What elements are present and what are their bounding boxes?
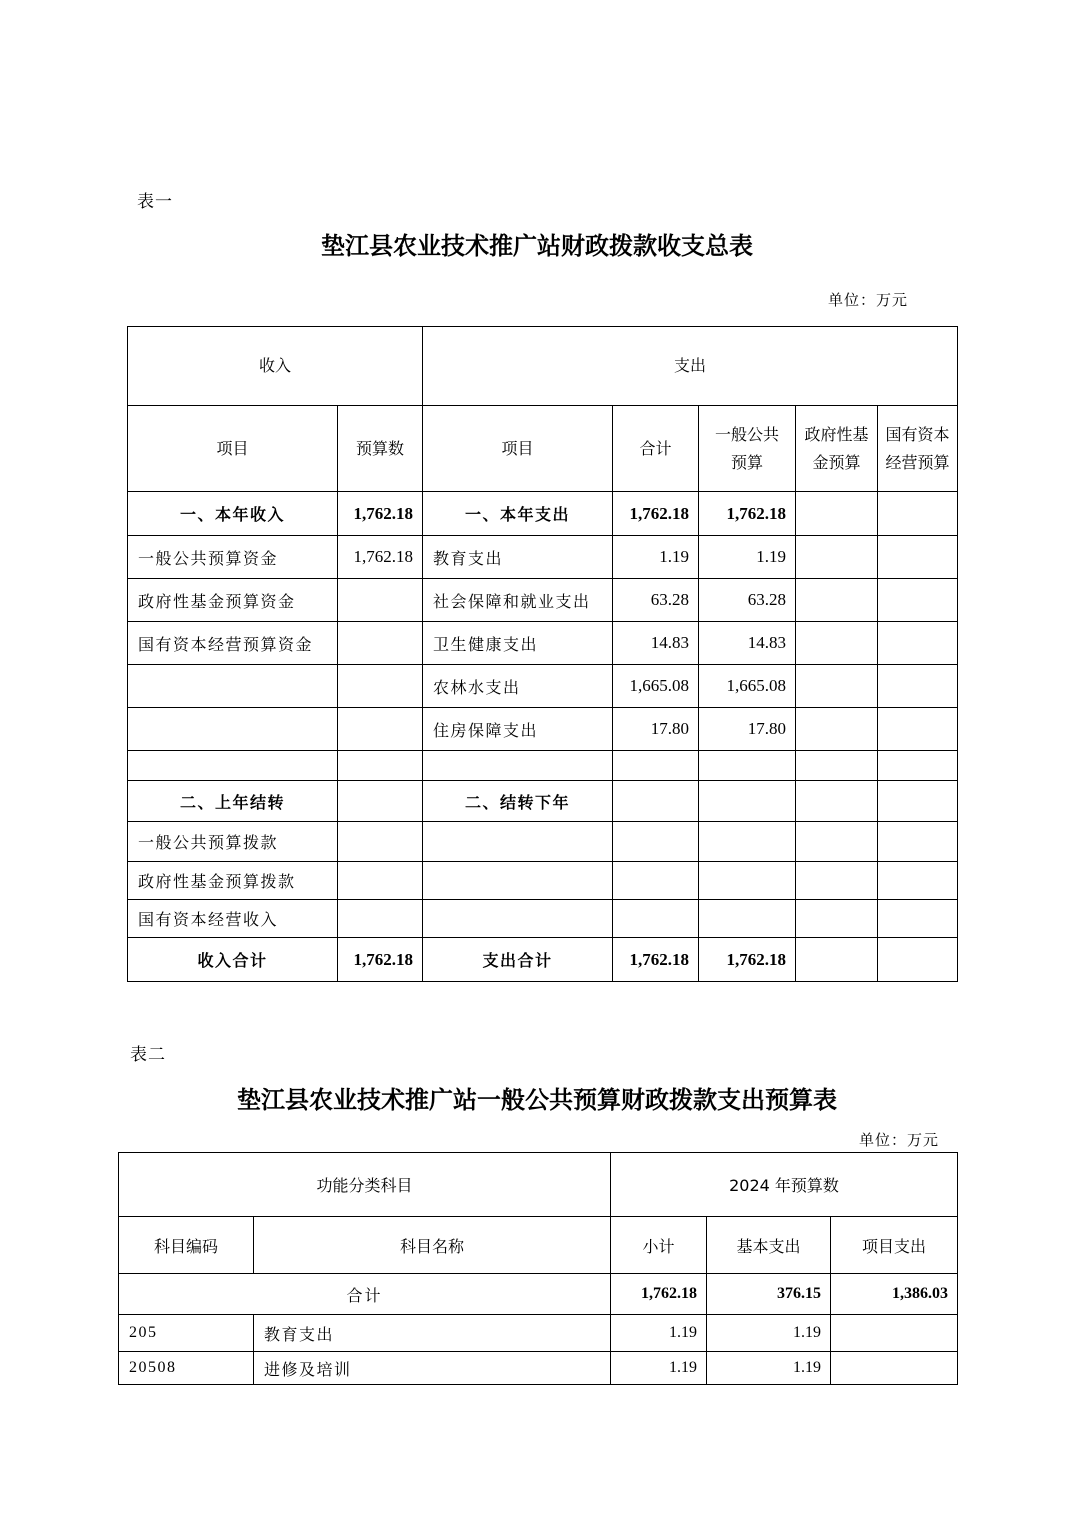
income-item-cell: 政府性基金预算拨款 bbox=[128, 862, 338, 900]
expense-item-cell: 支出合计 bbox=[423, 938, 613, 982]
total-cell: 17.80 bbox=[613, 708, 699, 751]
income-item-cell: 一般公共预算资金 bbox=[128, 536, 338, 579]
gov-fund-cell bbox=[796, 536, 878, 579]
expense-item-cell: 卫生健康支出 bbox=[423, 622, 613, 665]
state-capital-cell bbox=[878, 862, 958, 900]
income-budget-cell bbox=[338, 751, 423, 781]
project-cell bbox=[831, 1315, 958, 1352]
table1-header-row-1 bbox=[128, 327, 958, 406]
total-cell: 1.19 bbox=[613, 536, 699, 579]
project-cell bbox=[831, 1352, 958, 1385]
expense-item-cell bbox=[423, 751, 613, 781]
table1-row bbox=[128, 579, 958, 622]
gov-fund-cell bbox=[796, 665, 878, 708]
general-budget-cell bbox=[699, 862, 796, 900]
table2-label: 表二 bbox=[130, 1045, 166, 1065]
income-header: 收入 bbox=[128, 327, 423, 406]
table2-row bbox=[119, 1315, 958, 1352]
income-budget-cell: 1,762.18 bbox=[338, 938, 423, 982]
income-budget-cell: 1,762.18 bbox=[338, 492, 423, 536]
table2-title: 垫江县农业技术推广站一般公共预算财政拨款支出预算表 bbox=[237, 1085, 837, 1114]
income-budget-cell bbox=[338, 708, 423, 751]
expense-item-cell bbox=[423, 822, 613, 862]
total-cell bbox=[613, 751, 699, 781]
name-cell: 进修及培训 bbox=[254, 1352, 611, 1385]
table1-row bbox=[128, 622, 958, 665]
total-label: 合计 bbox=[119, 1274, 611, 1315]
general-budget-cell: 1,762.18 bbox=[699, 492, 796, 536]
general-budget-cell bbox=[699, 781, 796, 822]
expense-item-cell bbox=[423, 862, 613, 900]
gov-fund-cell bbox=[796, 579, 878, 622]
name-cell: 教育支出 bbox=[254, 1315, 611, 1352]
total-cell bbox=[613, 862, 699, 900]
expense-item-cell: 一、本年支出 bbox=[423, 492, 613, 536]
gov-fund-cell bbox=[796, 938, 878, 982]
expense-item-cell: 社会保障和就业支出 bbox=[423, 579, 613, 622]
total-project: 1,386.03 bbox=[831, 1274, 958, 1315]
income-item-cell: 国有资本经营收入 bbox=[128, 900, 338, 938]
table1-row bbox=[128, 938, 958, 982]
gov-fund-cell bbox=[796, 492, 878, 536]
state-capital-cell bbox=[878, 492, 958, 536]
basic-cell: 1.19 bbox=[707, 1315, 831, 1352]
expense-header: 支出 bbox=[423, 327, 958, 406]
state-capital-cell bbox=[878, 579, 958, 622]
income-item-cell: 国有资本经营预算资金 bbox=[128, 622, 338, 665]
gov-fund-cell bbox=[796, 708, 878, 751]
state-capital-cell bbox=[878, 938, 958, 982]
gov-fund-cell bbox=[796, 622, 878, 665]
table1-unit: 单位：万元 bbox=[828, 291, 909, 309]
state-capital-cell bbox=[878, 781, 958, 822]
project-header: 项目支出 bbox=[831, 1217, 958, 1274]
func-class-header: 功能分类科目 bbox=[119, 1153, 611, 1217]
basic-cell: 1.19 bbox=[707, 1352, 831, 1385]
table1-row bbox=[128, 900, 958, 938]
income-item-cell bbox=[128, 751, 338, 781]
expense-item-cell: 农林水支出 bbox=[423, 665, 613, 708]
state-capital-cell bbox=[878, 622, 958, 665]
table1-row bbox=[128, 536, 958, 579]
table1-header-row-2 bbox=[128, 406, 958, 492]
subtotal-cell: 1.19 bbox=[611, 1352, 707, 1385]
table1 bbox=[127, 326, 958, 982]
general-budget-cell: 14.83 bbox=[699, 622, 796, 665]
income-item-cell: 一般公共预算拨款 bbox=[128, 822, 338, 862]
income-budget-cell bbox=[338, 781, 423, 822]
gov-fund-cell bbox=[796, 900, 878, 938]
total-cell bbox=[613, 822, 699, 862]
total-basic: 376.15 bbox=[707, 1274, 831, 1315]
code-cell: 205 bbox=[119, 1315, 254, 1352]
expense-item-cell: 住房保障支出 bbox=[423, 708, 613, 751]
total-cell: 1,762.18 bbox=[613, 492, 699, 536]
general-budget-cell bbox=[699, 751, 796, 781]
total-cell: 63.28 bbox=[613, 579, 699, 622]
table1-row bbox=[128, 781, 958, 822]
code-header: 科目编码 bbox=[119, 1217, 254, 1274]
gov-fund-cell bbox=[796, 862, 878, 900]
expense-item-cell bbox=[423, 900, 613, 938]
table1-row bbox=[128, 708, 958, 751]
total-cell: 1,762.18 bbox=[613, 938, 699, 982]
expense-item-cell: 二、结转下年 bbox=[423, 781, 613, 822]
budget-2024-header: 2024 年预算数 bbox=[611, 1153, 958, 1217]
state-capital-cell bbox=[878, 751, 958, 781]
income-budget-cell bbox=[338, 822, 423, 862]
general-budget-cell bbox=[699, 900, 796, 938]
code-cell: 20508 bbox=[119, 1352, 254, 1385]
total-cell bbox=[613, 781, 699, 822]
general-budget-cell: 17.80 bbox=[699, 708, 796, 751]
income-item-cell: 一、本年收入 bbox=[128, 492, 338, 536]
table1-row bbox=[128, 822, 958, 862]
income-budget-cell bbox=[338, 900, 423, 938]
general-budget-cell bbox=[699, 822, 796, 862]
table1-row bbox=[128, 665, 958, 708]
table2-header-row-2 bbox=[119, 1217, 958, 1274]
state-capital-cell bbox=[878, 536, 958, 579]
income-item-header: 项目 bbox=[128, 406, 338, 492]
income-item-cell: 收入合计 bbox=[128, 938, 338, 982]
subtotal-header: 小计 bbox=[611, 1217, 707, 1274]
total-cell: 14.83 bbox=[613, 622, 699, 665]
table1-label: 表一 bbox=[137, 192, 173, 212]
table2-total-row bbox=[119, 1274, 958, 1315]
basic-header: 基本支出 bbox=[707, 1217, 831, 1274]
general-budget-cell: 63.28 bbox=[699, 579, 796, 622]
income-budget-cell bbox=[338, 579, 423, 622]
total-subtotal: 1,762.18 bbox=[611, 1274, 707, 1315]
general-budget-cell: 1.19 bbox=[699, 536, 796, 579]
income-budget-header: 预算数 bbox=[338, 406, 423, 492]
table1-row bbox=[128, 492, 958, 536]
gov-fund-cell bbox=[796, 751, 878, 781]
table2 bbox=[118, 1152, 958, 1385]
income-item-cell: 政府性基金预算资金 bbox=[128, 579, 338, 622]
total-cell: 1,665.08 bbox=[613, 665, 699, 708]
gov-fund-cell bbox=[796, 781, 878, 822]
table2-header-row-1 bbox=[119, 1153, 958, 1217]
income-budget-cell: 1,762.18 bbox=[338, 536, 423, 579]
total-cell bbox=[613, 900, 699, 938]
income-budget-cell bbox=[338, 622, 423, 665]
table2-row bbox=[119, 1352, 958, 1385]
table1-row bbox=[128, 751, 958, 781]
general-budget-header: 一般公共预算 bbox=[699, 406, 796, 492]
subtotal-cell: 1.19 bbox=[611, 1315, 707, 1352]
income-budget-cell bbox=[338, 665, 423, 708]
total-header: 合计 bbox=[613, 406, 699, 492]
table1-row bbox=[128, 862, 958, 900]
state-capital-cell bbox=[878, 708, 958, 751]
income-item-cell bbox=[128, 665, 338, 708]
table1-title: 垫江县农业技术推广站财政拨款收支总表 bbox=[321, 231, 753, 260]
state-capital-cell bbox=[878, 822, 958, 862]
general-budget-cell: 1,762.18 bbox=[699, 938, 796, 982]
expense-item-cell: 教育支出 bbox=[423, 536, 613, 579]
gov-fund-cell bbox=[796, 822, 878, 862]
table2-unit: 单位：万元 bbox=[859, 1131, 940, 1149]
income-item-cell bbox=[128, 708, 338, 751]
name-header: 科目名称 bbox=[254, 1217, 611, 1274]
income-budget-cell bbox=[338, 862, 423, 900]
income-item-cell: 二、上年结转 bbox=[128, 781, 338, 822]
state-capital-header: 国有资本经营预算 bbox=[878, 406, 958, 492]
state-capital-cell bbox=[878, 900, 958, 938]
state-capital-cell bbox=[878, 665, 958, 708]
expense-item-header: 项目 bbox=[423, 406, 613, 492]
gov-fund-header: 政府性基金预算 bbox=[796, 406, 878, 492]
general-budget-cell: 1,665.08 bbox=[699, 665, 796, 708]
